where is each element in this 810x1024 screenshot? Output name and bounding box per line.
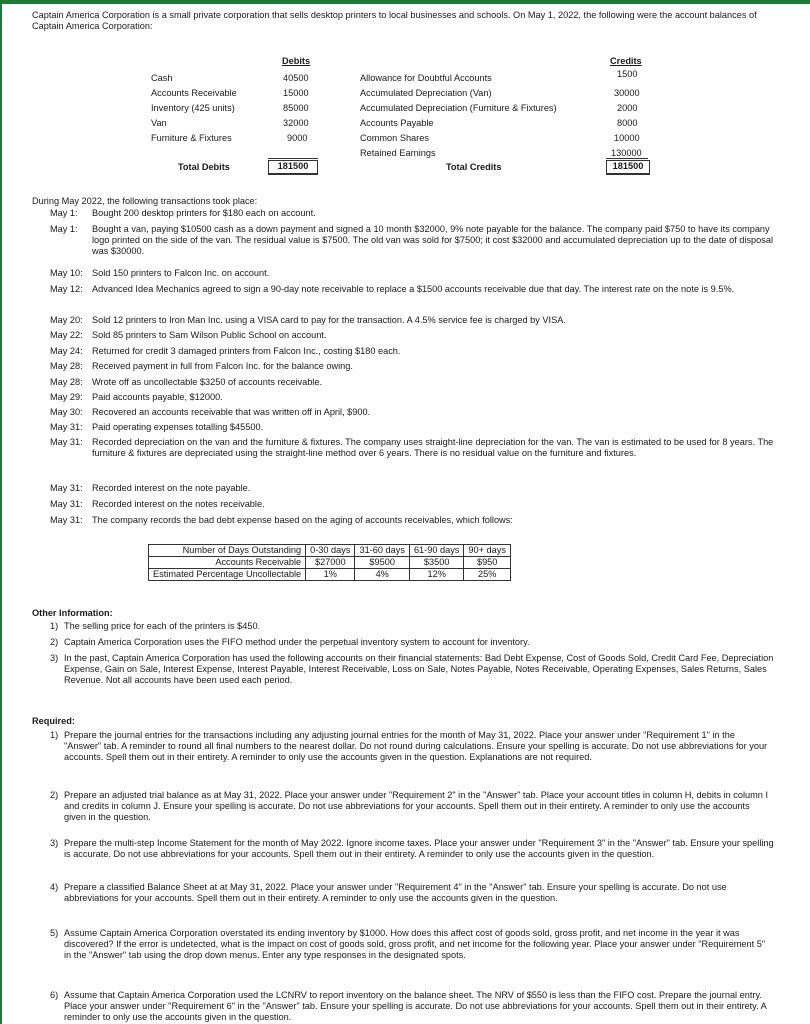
transaction-text: Advanced Idea Mechanics agreed to sign a 90-day note receivable to replace a $1500 accounts receivable due that day. The interest rate on the note is 9.5%. [92,284,735,294]
transaction-date: May 28: [50,377,83,387]
table-cell: $27000 [306,557,355,569]
transaction-date: May 10: [50,268,83,278]
transaction-date: May 1: [50,208,78,218]
credit-account: Accumulated Depreciation (Van) [360,88,492,98]
transaction-date: May 31: [50,437,83,447]
debit-amount: 9000 [287,133,308,143]
transaction-text: Paid operating expenses totalling $45500. [92,422,264,432]
transaction-item [50,268,770,279]
item-number: 3) [50,838,59,848]
item-number: 3) [50,653,59,663]
table-header-cell: 0-30 days [306,545,355,557]
credit-amount: 30000 [614,88,640,98]
total-debits-value: 181500 [268,160,318,175]
transaction-item [50,224,774,257]
debit-total-rule [268,158,318,159]
transaction-item [50,407,770,418]
debits-header: Debits [282,56,311,66]
item-number: 4) [50,882,59,892]
transaction-item [50,346,770,357]
credit-amount: 130000 [611,148,642,158]
transaction-date: May 31: [50,422,83,432]
transaction-item [50,499,770,510]
item-text: Assume Captain America Corporation overstated its ending inventory by $1000. How does this affect cost of goods sold, gross profit, and net income in the year it was discovered? If the error is undetected, what is the impact on cost of goods sold, gross profit, and net income for the following year. Place your answer under "Requirement 5" in the "Answer" tab using the drop down menus. Enter any type responses in the designated spots. [64,928,766,961]
transaction-item [50,330,770,341]
item-text: Captain America Corporation uses the FIFO method under the perpetual inventory system to account for inventory. [64,637,530,647]
transaction-date: May 28: [50,361,83,371]
credit-amount: 1500 [617,69,638,79]
transaction-item [50,515,770,526]
debit-amount: 85000 [283,103,309,113]
transaction-date: May 12: [50,284,83,294]
table-row [149,545,511,557]
transaction-text: Bought 200 desktop printers for $180 each on account. [92,208,316,218]
transaction-text: Recorded interest on the notes receivable. [92,499,265,509]
table-cell: Estimated Percentage Uncollectable [149,569,306,581]
required-title: Required: [32,716,75,726]
item-number: 2) [50,637,59,647]
debit-amount: 15000 [283,88,309,98]
transaction-item [50,377,770,388]
transaction-date: May 31: [50,499,83,509]
total-credits-value: 181500 [606,160,650,175]
table-header-cell: 61-90 days [409,545,463,557]
table-cell: $9500 [355,557,409,569]
transaction-date: May 1: [50,224,78,234]
credit-amount: 8000 [617,118,638,128]
transaction-text: Received payment in full from Falcon Inc. for the balance owing. [92,361,353,371]
table-cell: 25% [464,569,511,581]
credit-amount: 10000 [614,133,640,143]
transaction-item [50,392,770,403]
item-number: 2) [50,790,59,800]
debit-account: Cash [151,73,173,83]
item-text: Prepare an adjusted trial balance as at May 31, 2022. Place your answer under "Requirement 2" in the "Answer" tab. Place your account titles in column H, debits in column I and credits in column J. Ensure your spelling is accurate. Do not use abbreviations for your accounts. Spell them out in their entirety. A reminder to only use the accounts given in the question. [64,790,769,823]
credit-account: Accounts Payable [360,118,434,128]
table-header-cell: 31-60 days [355,545,409,557]
transaction-item [50,315,770,326]
table-cell: 1% [306,569,355,581]
credit-amount: 2000 [617,103,638,113]
table-cell: $950 [464,557,511,569]
debit-account: Furniture & Fixtures [151,133,232,143]
debit-amount: 32000 [283,118,309,128]
item-number: 1) [50,621,59,631]
table-row [149,557,511,569]
credit-account: Common Shares [360,133,429,143]
table-cell: Accounts Receivable [149,557,306,569]
total-credits-label: Total Credits [446,162,502,172]
transaction-item [50,483,770,494]
window-top-border [0,0,810,4]
item-text: Prepare a classified Balance Sheet at at May 31, 2022. Place your answer under "Requirement 4" in the "Answer" tab. Ensure your spelling is accurate. Do not use abbreviations for your accounts. Spell them out in their entirety. A reminder to only use the accounts given in the question. [64,882,727,904]
table-cell: 4% [355,569,409,581]
debit-account: Accounts Receivable [151,88,237,98]
table-header-cell: 90+ days [464,545,511,557]
table-row [149,569,511,581]
table-header-cell: Number of Days Outstanding [149,545,306,557]
total-debits-label: Total Debits [178,162,230,172]
table-cell: 12% [409,569,463,581]
transaction-item [50,437,774,459]
transaction-text: Recorded depreciation on the van and the furniture & fixtures. The company uses straight-line depreciation for the van. The van is estimated to be used for 8 years. The furniture & fixtures are depreciated using the straight-line method over 6 years. There is no residual value on the furniture and fixtures. [92,437,774,459]
transactions-intro: During May 2022, the following transactions took place: [32,196,258,206]
item-text: Prepare the multi-step Income Statement for the month of May 2022. Ignore income taxes. Place your answer under "Requirement 3" in the "Answer" tab. Ensure your spelling is accurate. Do not use abbreviations for your accounts. Spell them out in their entirety. A reminder to only use the accounts given in the question. [64,838,774,860]
credits-header: Credits [610,56,642,66]
transaction-text: Bought a van, paying $10500 cash as a down payment and signed a 10 month $32000, 9% note payable for the balance. The company paid $750 to have its company logo printed on the side of the van. The residual value is $7500. The old van was sold for $7500; it cost $32000 and accumulated depreciation up to the date of disposal was $30000. [92,224,774,257]
credit-total-rule [606,158,648,159]
transaction-text: Wrote off as uncollectable $3250 of accounts receivable. [92,377,323,387]
transaction-item [50,284,770,295]
credit-account: Retained Earnings [360,148,436,158]
credit-account: Accumulated Depreciation (Furniture & Fixtures) [360,103,557,113]
transaction-date: May 22: [50,330,83,340]
intro-paragraph: Captain America Corporation is a small private corporation that sells desktop printers to local businesses and schools. On May 1, 2022, the following were the account balances of Captain America Corporation: [32,10,757,32]
item-text: The selling price for each of the printers is $450. [64,621,261,631]
debit-account: Inventory (425 units) [151,103,235,113]
transaction-date: May 31: [50,483,83,493]
transaction-date: May 31: [50,515,83,525]
transaction-text: Returned for credit 3 damaged printers from Falcon Inc., costing $180 each. [92,346,401,356]
transaction-item [50,208,770,219]
transaction-text: Recorded interest on the note payable. [92,483,251,493]
transaction-text: Sold 85 printers to Sam Wilson Public School on account. [92,330,327,340]
debit-amount: 40500 [283,73,309,83]
item-number: 5) [50,928,59,938]
window-left-border [0,0,2,1024]
item-number: 1) [50,730,59,740]
transaction-date: May 20: [50,315,83,325]
credit-account: Allowance for Doubtful Accounts [360,73,492,83]
item-number: 6) [50,990,59,1000]
transaction-text: The company records the bad debt expense based on the aging of accounts receivables, which follows: [92,515,513,525]
item-text: Prepare the journal entries for the transactions including any adjusting journal entries for the month of May 31, 2022. Place your answer under "Requirement 1" in the "Answer" tab. A reminder to round all final numbers to the nearest dollar. Do not round during calculations. Ensure your spelling is accurate. Do not use abbreviations for your accounts. Spell them out in their entirety. A reminder to only use the accounts given in the question. Explanations are not required. [64,730,768,763]
transaction-text: Sold 12 printers to Iron Man Inc. using a VISA card to pay for the transaction. A 4.5% service fee is charged by VISA. [92,315,566,325]
transaction-item [50,422,770,433]
transaction-item [50,361,770,372]
transaction-text: Sold 150 printers to Falcon Inc. on account. [92,268,270,278]
transaction-text: Recovered an accounts receivable that was written off in April, $900. [92,407,371,417]
transaction-date: May 30: [50,407,83,417]
transaction-date: May 24: [50,346,83,356]
other-info-title: Other Information: [32,608,113,618]
aging-table [148,544,511,581]
debit-account: Van [151,118,167,128]
transaction-date: May 29: [50,392,83,402]
table-cell: $3500 [409,557,463,569]
transaction-text: Paid accounts payable, $12000. [92,392,223,402]
item-text: Assume that Captain America Corporation used the LCNRV to report inventory on the balance sheet. The NRV of $550 is less than the FIFO cost. Prepare the journal entry. Place your answer under "Requirement 6" in the "Answer" tab. Ensure your spelling is accurate. Do not use abbreviations for your accounts. Spell them out in their entirety. A reminder to only use the accounts given in the question. [64,990,767,1023]
item-text: In the past, Captain America Corporation has used the following accounts on their financial statements: Bad Debt Expense, Cost of Goods Sold, Credit Card Fee, Depreciation Expense, Gain on Sale, Interest Expense, Interest Payable, Interest Receivable, Loss on Sale, Notes Payable, Notes Receivable, Operating Expenses, Sales Returns, Sales Revenue. Not all accounts have been used each period. [64,653,774,686]
